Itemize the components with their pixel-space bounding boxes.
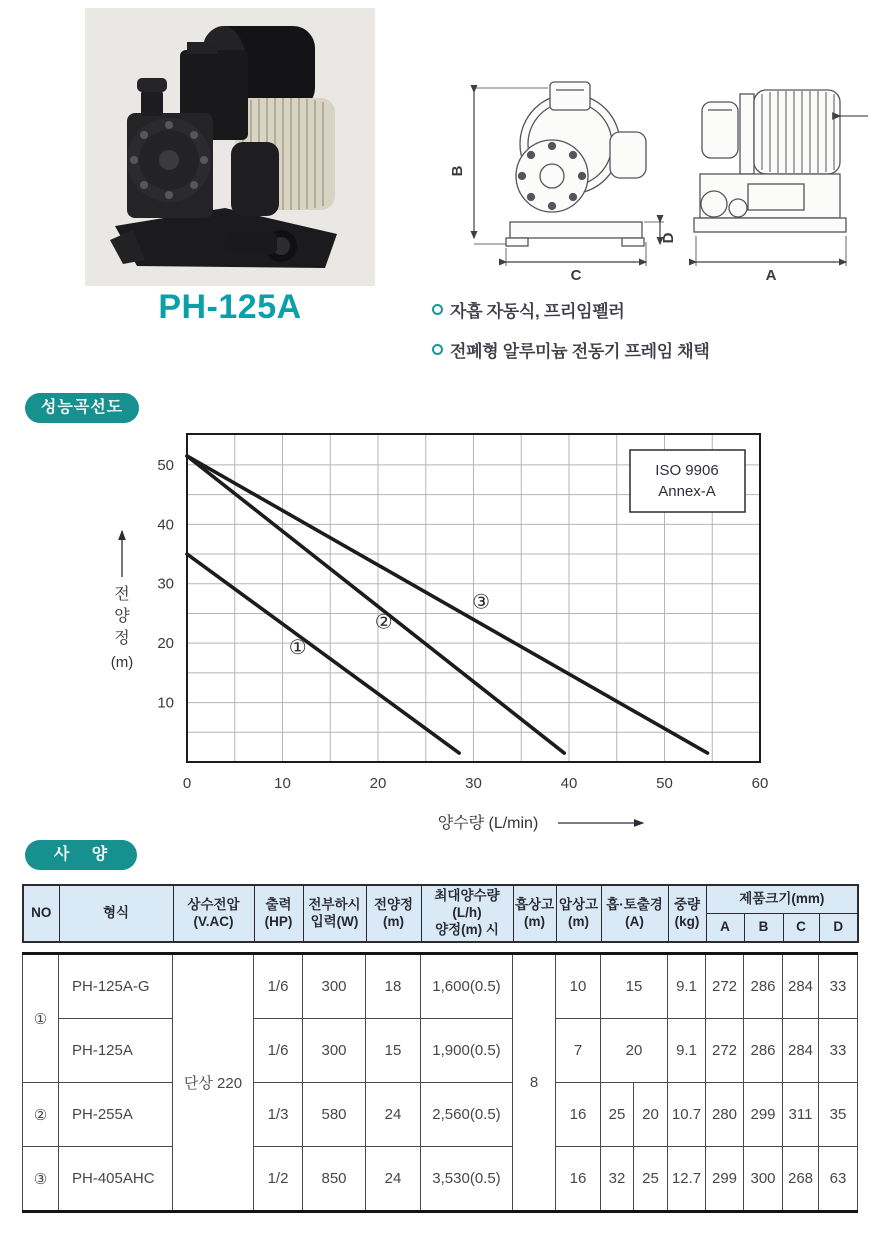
iso-annotation <box>630 450 745 512</box>
svg-text:정: 정 <box>114 630 130 647</box>
table-cell: 1/6 <box>254 1019 303 1083</box>
chart-svg <box>95 425 805 837</box>
section-badge-performance: 성능곡선도 <box>25 393 139 423</box>
table-cell: 299 <box>744 1083 783 1147</box>
table-cell: PH-405AHC <box>59 1147 173 1212</box>
y-axis-label <box>111 531 134 671</box>
col-header: D <box>819 914 858 943</box>
table-cell: 63 <box>819 1147 858 1212</box>
table-cell: 7 <box>556 1019 601 1083</box>
table-cell: 1/2 <box>254 1147 303 1212</box>
x-tick-label: 30 <box>465 775 482 792</box>
feature-item <box>432 337 852 362</box>
col-header: 흡상고 (m) <box>513 885 556 942</box>
table-cell: 2,560(0.5) <box>421 1083 513 1147</box>
table-cell: 33 <box>819 1019 858 1083</box>
table-cell: 24 <box>366 1083 421 1147</box>
table-cell: PH-255A <box>59 1083 173 1147</box>
table-cell: 15 <box>366 1019 421 1083</box>
table-cell: 286 <box>744 1019 783 1083</box>
spec-table-header <box>22 884 859 943</box>
svg-text:ISO 9906: ISO 9906 <box>655 462 719 479</box>
table-cell: 284 <box>783 954 819 1019</box>
curve-label: ③ <box>472 591 491 614</box>
table-cell: 300 <box>303 1019 366 1083</box>
y-tick-label: 10 <box>157 694 174 712</box>
feature-text: 전폐형 알루미늄 전동기 프레임 채택 <box>450 342 710 361</box>
svg-text:전: 전 <box>114 586 130 603</box>
col-header: 전부하시 입력(W) <box>303 885 366 942</box>
table-cell: 300 <box>303 954 366 1019</box>
col-header: 중량 (kg) <box>668 885 706 942</box>
table-cell: ② <box>23 1083 59 1147</box>
table-cell: 25 <box>634 1147 668 1212</box>
table-cell: 33 <box>819 954 858 1019</box>
table-cell: 272 <box>706 1019 744 1083</box>
svg-text:양수량 (L/min): 양수량 (L/min) <box>437 815 539 832</box>
table-cell: 9.1 <box>668 954 706 1019</box>
dim-label-a: A <box>765 267 777 284</box>
table-cell: 9.1 <box>668 1019 706 1083</box>
svg-text:양: 양 <box>114 608 130 625</box>
dimension-drawings <box>448 76 872 288</box>
table-cell: 20 <box>601 1019 668 1083</box>
table-row <box>23 1019 858 1083</box>
dim-label-d: D <box>660 232 677 244</box>
dim-label-b: B <box>449 165 466 177</box>
table-cell: 35 <box>819 1083 858 1147</box>
col-header: 형식 <box>59 885 173 942</box>
col-header: 제품크기(mm) <box>706 885 858 914</box>
col-header: B <box>744 914 783 943</box>
curve-② <box>187 456 564 753</box>
table-cell: PH-125A <box>59 1019 173 1083</box>
x-axis-label <box>438 814 643 832</box>
table-cell: ① <box>23 954 59 1083</box>
spec-table <box>22 884 857 1213</box>
table-cell: 299 <box>706 1147 744 1212</box>
col-header: 출력 (HP) <box>254 885 303 942</box>
feature-text: 자흡 자동식, 프리임펠러 <box>450 302 625 321</box>
table-cell: 20 <box>634 1083 668 1147</box>
y-tick-label: 40 <box>157 516 174 534</box>
dimension-drawing-svg <box>448 76 872 288</box>
table-cell: 286 <box>744 954 783 1019</box>
table-row <box>23 1147 858 1212</box>
col-header: 최대양수량(L/h) 양정(m) 시 <box>421 885 513 942</box>
table-cell: 25 <box>601 1083 634 1147</box>
col-header: 압상고 (m) <box>556 885 601 942</box>
table-cell: 32 <box>601 1147 634 1212</box>
svg-text:Annex-A: Annex-A <box>658 483 716 500</box>
col-header: A <box>706 914 744 943</box>
x-tick-label: 10 <box>274 775 291 792</box>
table-cell: 16 <box>556 1147 601 1212</box>
x-tick-label: 40 <box>560 775 578 792</box>
x-tick-label: 20 <box>369 775 387 792</box>
table-cell: 3,530(0.5) <box>421 1147 513 1212</box>
table-cell: 268 <box>783 1147 819 1212</box>
table-cell: 1/6 <box>254 954 303 1019</box>
table-cell: 280 <box>706 1083 744 1147</box>
table-cell: 24 <box>366 1147 421 1212</box>
table-cell: 1,900(0.5) <box>421 1019 513 1083</box>
bullet-icon <box>432 344 443 355</box>
feature-list <box>432 297 852 377</box>
curve-label: ② <box>374 611 393 634</box>
product-model-title: PH-125A <box>158 288 302 326</box>
table-cell: 8 <box>513 954 556 1212</box>
svg-text:(m): (m) <box>110 654 134 671</box>
table-cell: 16 <box>556 1083 601 1147</box>
y-tick-label: 20 <box>157 635 174 653</box>
product-photo <box>85 8 375 286</box>
feature-item <box>432 297 852 322</box>
performance-chart <box>95 425 805 837</box>
spec-table-body <box>22 952 858 1213</box>
col-header: C <box>783 914 819 943</box>
col-header: 상수전압 (V.AC) <box>173 885 254 942</box>
table-cell: 10.7 <box>668 1083 706 1147</box>
table-cell: 284 <box>783 1019 819 1083</box>
table-cell: 300 <box>744 1147 783 1212</box>
y-tick-label: 50 <box>157 456 174 474</box>
pump-photo-illustration <box>85 8 375 286</box>
table-cell: 311 <box>783 1083 819 1147</box>
table-cell: 580 <box>303 1083 366 1147</box>
bullet-icon <box>432 304 443 315</box>
table-row <box>23 954 858 1019</box>
dim-label-c: C <box>570 267 582 284</box>
x-tick-label: 60 <box>751 775 769 792</box>
y-tick-label: 30 <box>157 575 174 593</box>
table-row <box>23 1083 858 1147</box>
col-header: NO <box>23 885 59 942</box>
table-cell: 단상 220 <box>173 954 254 1212</box>
table-cell: 15 <box>601 954 668 1019</box>
table-cell: 12.7 <box>668 1147 706 1212</box>
table-cell: 10 <box>556 954 601 1019</box>
table-cell: ③ <box>23 1147 59 1212</box>
table-cell: 1,600(0.5) <box>421 954 513 1019</box>
table-cell: 1/3 <box>254 1083 303 1147</box>
x-tick-label: 0 <box>182 775 192 792</box>
curve-label: ① <box>288 636 307 659</box>
table-cell: 272 <box>706 954 744 1019</box>
table-cell: PH-125A-G <box>59 954 173 1019</box>
table-cell: 18 <box>366 954 421 1019</box>
col-header: 전양정 (m) <box>366 885 421 942</box>
col-header: 흡·토출경 (A) <box>601 885 668 942</box>
section-badge-spec: 사 양 <box>25 840 137 870</box>
x-tick-label: 50 <box>656 775 673 792</box>
table-cell: 850 <box>303 1147 366 1212</box>
